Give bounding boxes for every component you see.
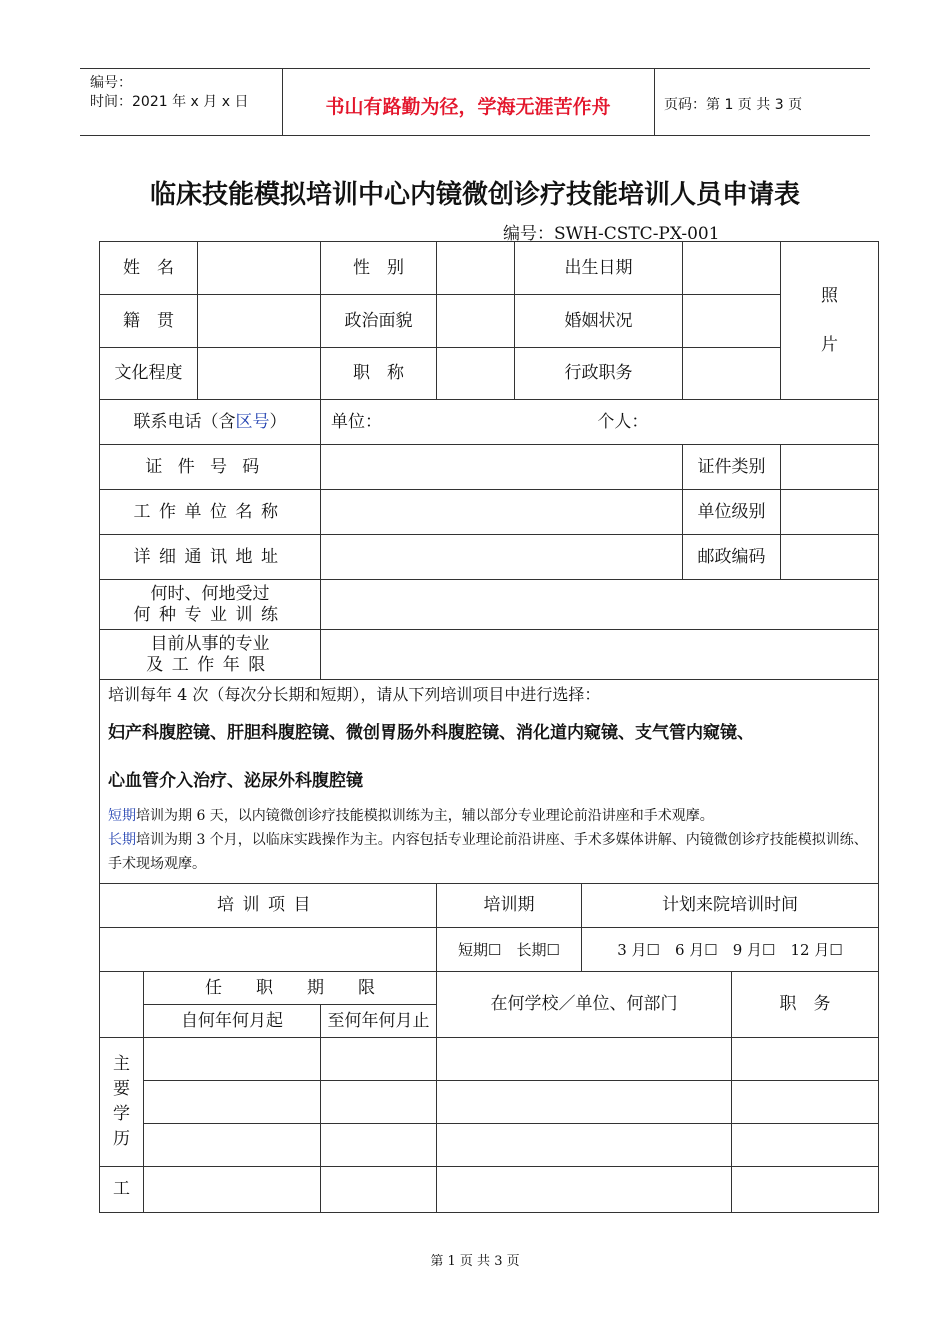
header-top-rule	[80, 68, 870, 69]
label-main-education	[100, 1038, 144, 1167]
edu-row-3-to[interactable]	[321, 1124, 437, 1167]
specialty-line-1: 目前从事的专业	[150, 634, 270, 655]
training-courses-line-1: 妇产科腹腔镜、肝胆科腹腔镜、微创胃肠外科腹腔镜、消化道内窥镜、支气管内窥镜、	[108, 723, 754, 743]
field-phone[interactable]	[321, 400, 879, 445]
training-intro: 培训每年 4 次（每次分长期和短期），请从下列培训项目中进行选择：	[108, 685, 601, 704]
field-title-rank[interactable]	[437, 348, 515, 400]
label-training-history	[100, 580, 321, 630]
label-education: 文化程度	[100, 348, 198, 400]
work-row-1-position[interactable]	[732, 1167, 879, 1213]
label-name: 姓 名	[100, 242, 198, 295]
field-name[interactable]	[198, 242, 321, 295]
label-training-item: 培训项目	[100, 884, 437, 928]
label-phone-personal: 个人：	[597, 411, 649, 432]
phone-suffix: ）	[269, 411, 287, 432]
field-id-type[interactable]	[781, 445, 879, 490]
photo-label-2: 片	[821, 334, 838, 355]
work-row-1-to[interactable]	[321, 1167, 437, 1213]
field-native[interactable]	[198, 295, 321, 348]
month-checkboxes[interactable]: 3 月☐ 6 月☐ 9 月☐ 12 月☐	[582, 928, 879, 972]
header-motto: 书山有路勤为径，学海无涯苦作舟	[325, 96, 611, 118]
long-term-label: 长期	[108, 832, 136, 848]
edu-row-3-from[interactable]	[144, 1124, 321, 1167]
field-education[interactable]	[198, 348, 321, 400]
field-training-item[interactable]	[100, 928, 437, 972]
training-courses-line-2: 心血管介入治疗、泌尿外科腹腔镜	[108, 771, 363, 791]
label-tenure: 任 职 期 限	[144, 972, 437, 1005]
field-gender[interactable]	[437, 242, 515, 295]
label-phone-unit: 单位：	[331, 411, 382, 432]
edu-row-1-school[interactable]	[437, 1038, 732, 1081]
label-plan-time: 计划来院培训时间	[582, 884, 879, 928]
header-number-label: 编号：	[90, 75, 132, 91]
field-admin-post[interactable]	[683, 348, 781, 400]
label-work: 工	[100, 1167, 144, 1213]
label-birth: 出生日期	[515, 242, 683, 295]
label-postcode: 邮政编码	[683, 535, 781, 580]
field-political[interactable]	[437, 295, 515, 348]
edu-row-1-to[interactable]	[321, 1038, 437, 1081]
label-work-unit: 工作单位名称	[100, 490, 321, 535]
header-divider-right	[654, 68, 655, 135]
edu-row-2-school[interactable]	[437, 1081, 732, 1124]
label-political: 政治面貌	[321, 295, 437, 348]
short-term-desc	[108, 804, 870, 828]
header-time-label: 时间：2021 年 x 月 x 日	[90, 94, 249, 110]
label-training-period: 培训期	[437, 884, 582, 928]
field-birth[interactable]	[683, 242, 781, 295]
field-postcode[interactable]	[781, 535, 879, 580]
work-row-1-school[interactable]	[437, 1167, 732, 1213]
field-specialty[interactable]	[321, 630, 879, 680]
short-term-label: 短期	[108, 808, 136, 824]
edu-row-3-position[interactable]	[732, 1124, 879, 1167]
header-bottom-rule	[80, 135, 870, 136]
label-marital: 婚姻状况	[515, 295, 683, 348]
training-history-line-2: 何种专业训练	[133, 604, 287, 625]
field-training-history[interactable]	[321, 580, 879, 630]
edu-row-3-school[interactable]	[437, 1124, 732, 1167]
label-title-rank: 职 称	[321, 348, 437, 400]
edu-row-2-position[interactable]	[732, 1081, 879, 1124]
work-row-1-from[interactable]	[144, 1167, 321, 1213]
label-position: 职 务	[732, 972, 879, 1038]
label-admin-post: 行政职务	[515, 348, 683, 400]
specialty-line-2: 及工作年限	[146, 654, 274, 675]
photo-label-1: 照	[821, 286, 838, 307]
field-unit-level[interactable]	[781, 490, 879, 535]
phone-prefix: 联系电话（含	[133, 411, 236, 432]
field-id-no[interactable]	[321, 445, 683, 490]
field-marital[interactable]	[683, 295, 781, 348]
field-work-unit[interactable]	[321, 490, 683, 535]
long-term-text: 培训为期 3 个月，以临床实践操作为主。内容包括专业理论前沿讲座、手术多媒体讲解、内镜微创诊疗技能模拟训练、手术现场观摩。	[108, 832, 868, 872]
long-term-desc	[108, 828, 870, 876]
training-history-line-1: 何时、何地受过	[150, 584, 270, 605]
header-page-label: 页码：第 1 页 共 3 页	[664, 97, 803, 113]
phone-area-code: 区号	[235, 411, 270, 432]
label-native: 籍 贯	[100, 295, 198, 348]
main-education-text: 主要学历	[113, 1054, 130, 1149]
label-gender: 性 别	[321, 242, 437, 295]
photo-box[interactable]	[781, 242, 879, 400]
label-id-no: 证件号码	[100, 445, 321, 490]
label-to: 至何年何月止	[321, 1005, 437, 1038]
label-id-type: 证件类别	[683, 445, 781, 490]
label-school-unit: 在何学校／单位、何部门	[437, 972, 732, 1038]
short-term-text: 培训为期 6 天，以内镜微创诊疗技能模拟训练为主，辅以部分专业理论前沿讲座和手术观摩。	[136, 808, 714, 824]
edu-row-2-from[interactable]	[144, 1081, 321, 1124]
label-from: 自何年何月起	[144, 1005, 321, 1038]
edu-row-1-from[interactable]	[144, 1038, 321, 1081]
label-address: 详细通讯地址	[100, 535, 321, 580]
page-title: 临床技能模拟培训中心内镜微创诊疗技能培训人员申请表	[149, 180, 800, 210]
label-specialty	[100, 630, 321, 680]
label-phone	[100, 400, 321, 445]
history-corner	[100, 972, 144, 1038]
training-description	[100, 680, 879, 884]
page-footer: 第 1 页 共 3 页	[430, 1254, 520, 1269]
edu-row-2-to[interactable]	[321, 1081, 437, 1124]
field-address[interactable]	[321, 535, 683, 580]
edu-row-1-position[interactable]	[732, 1038, 879, 1081]
doc-number: 编号：SWH-CSTC-PX-001	[503, 224, 720, 244]
period-checkboxes[interactable]: 短期☐ 长期☐	[437, 928, 582, 972]
label-unit-level: 单位级别	[683, 490, 781, 535]
application-form	[99, 241, 879, 1213]
